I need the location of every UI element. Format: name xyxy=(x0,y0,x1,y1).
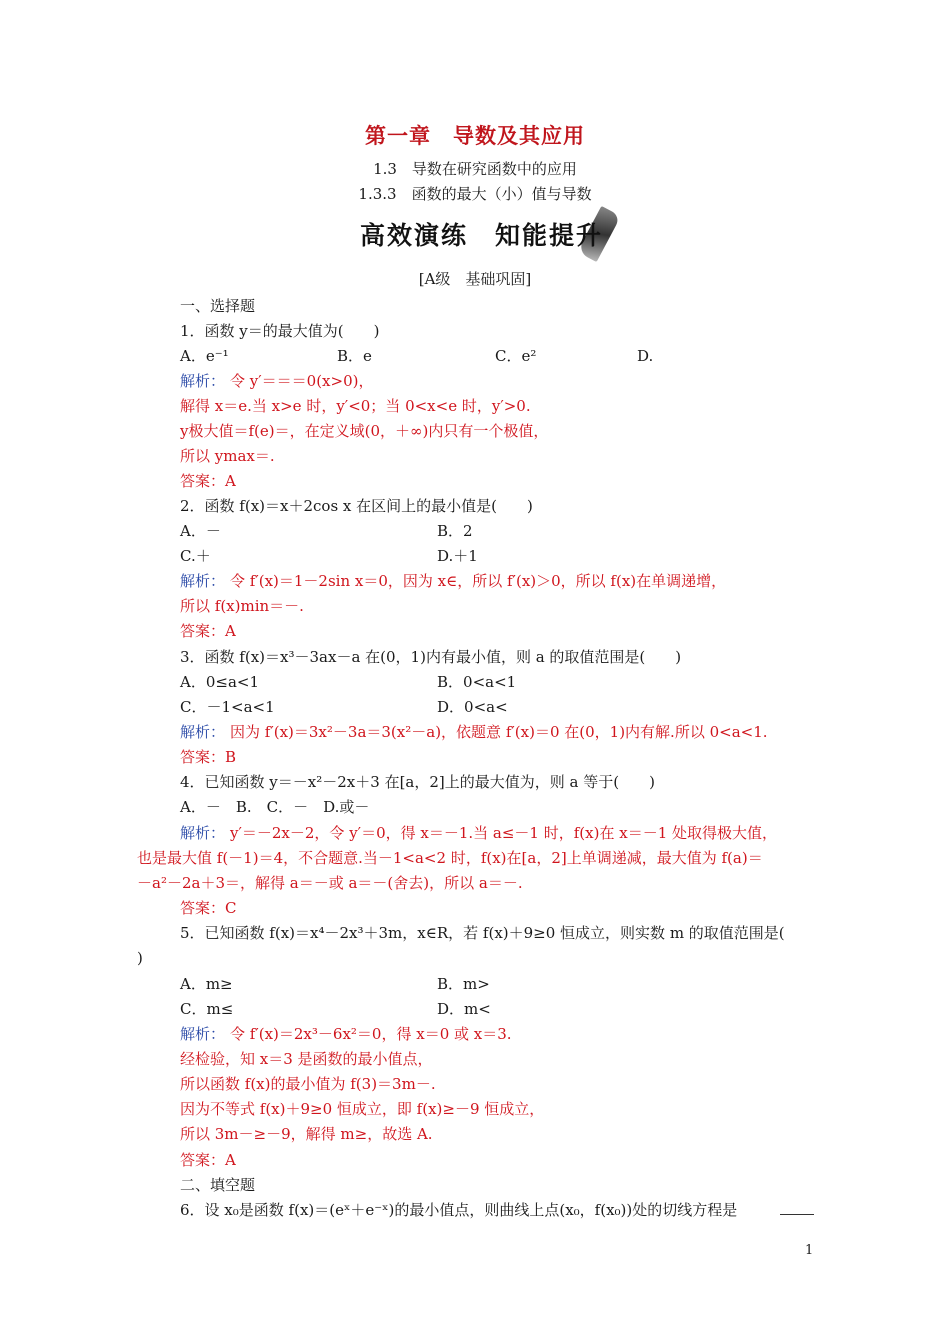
text-line: D．m< xyxy=(437,1000,491,1018)
text-line: 所以 f(x)min＝－. xyxy=(180,597,304,615)
text-line: C.＋ xyxy=(180,547,211,565)
text-line: －a²－2a＋3＝，解得 a＝－或 a＝－(舍去)，所以 a＝－. xyxy=(137,874,523,892)
text-line: 二、填空题 xyxy=(180,1176,256,1194)
banner xyxy=(360,212,620,254)
text-line: B．m> xyxy=(437,975,490,993)
text-line: A．e⁻¹ xyxy=(180,347,229,365)
chapter-title: 第一章 导数及其应用 xyxy=(365,123,585,148)
text-line: D．0<a< xyxy=(437,698,508,716)
text-line: 答案：A xyxy=(180,1151,236,1169)
text-line: B．e xyxy=(337,347,372,365)
text-line: B．2 xyxy=(437,522,473,540)
text-line: 解析： xyxy=(180,372,226,390)
text-line: C．e² xyxy=(495,347,537,365)
text-line: 解析： xyxy=(180,1025,226,1043)
text-line: 一、选择题 xyxy=(180,297,256,315)
text-line: 解析： xyxy=(180,723,226,741)
text-line: A．－ B. C．－ D.或－ xyxy=(180,798,370,816)
text-line: 令 f′(x)＝1－2sin x＝0，因为 x∈，所以 f′(x)＞0，所以 f(x)在单调递增， xyxy=(230,572,727,590)
text-line: B．0<a<1 xyxy=(437,673,517,691)
text-line: ) xyxy=(137,949,143,967)
text-line: 答案：B xyxy=(180,748,237,766)
text-line: 所以函数 f(x)的最小值为 f(3)＝3m－. xyxy=(180,1075,436,1093)
banner-text: 高效演练 知能提升 xyxy=(360,221,604,250)
text-line: 因为不等式 f(x)＋9≥0 恒成立，即 f(x)≥－9 恒成立， xyxy=(180,1100,545,1118)
text-line: D. xyxy=(637,347,654,365)
text-line: 令 f′(x)＝2x³－6x²＝0，得 x＝0 或 x＝3. xyxy=(230,1025,512,1043)
text-line: 答案：C xyxy=(180,899,237,917)
text-line: 所以 ymax＝. xyxy=(180,447,275,465)
text-line: 解析： xyxy=(180,824,226,842)
page-number: 1 xyxy=(805,1243,814,1258)
text-line: A．0≤a<1 xyxy=(180,673,259,691)
text-line: 经检验，知 x＝3 是函数的最小值点， xyxy=(180,1050,433,1068)
text-line: 答案：A xyxy=(180,622,236,640)
text-line: 解析： xyxy=(180,572,226,590)
text-line: 因为 f′(x)＝3x²－3a＝3(x²－a)，依题意 f′(x)＝0 在(0，1)内有解.所以 0<a<1. xyxy=(230,723,768,741)
text-line: D.＋1 xyxy=(437,547,478,565)
text-line: 1．函数 y＝的最大值为( ) xyxy=(180,322,380,340)
answer-blank xyxy=(780,1200,814,1220)
text-line: 也是最大值 f(－1)＝4，不合题意.当－1<a<2 时，f(x)在[a，2]上单调递减，最大值为 f(a)＝ xyxy=(137,849,763,867)
text-line: 答案：A xyxy=(180,472,236,490)
text-line: A．－ xyxy=(180,522,221,540)
text-line: y′＝－2x－2，令 y′＝0，得 x＝－1.当 a≤－1 时，f(x)在 x＝－1 处取得极大值， xyxy=(230,824,778,842)
text-line: 3．函数 f(x)＝x³－3ax－a 在(0，1)内有最小值，则 a 的取值范围是( ) xyxy=(180,648,682,666)
text-line: 5．已知函数 f(x)＝x⁴－2x³＋3m，x∈R，若 f(x)＋9≥0 恒成立，则实数 m 的取值范围是( xyxy=(180,924,785,942)
text-line: A．m≥ xyxy=(180,975,233,993)
text-line: C．－1<a<1 xyxy=(180,698,275,716)
text-line: 令 y′＝＝＝0(x>0)， xyxy=(230,372,374,390)
section-title: 1.3 导数在研究函数中的应用 xyxy=(373,160,577,178)
text-line: 解得 x＝e.当 x>e 时，y′<0；当 0<x<e 时，y′>0. xyxy=(180,397,531,415)
level-label: [A级 基础巩固] xyxy=(418,270,532,288)
text-line: 4．已知函数 y＝－x²－2x＋3 在[a，2]上的最大值为，则 a 等于( ) xyxy=(180,773,655,791)
text-line: y极大值＝f(e)＝，在定义域(0，＋∞)内只有一个极值， xyxy=(180,422,549,440)
text-line: 所以 3m－≥－9，解得 m≥，故选 A. xyxy=(180,1125,433,1143)
text-line: 2．函数 f(x)＝x＋2cos x 在区间上的最小值是( ) xyxy=(180,497,533,515)
text-line: 6．设 x₀是函数 f(x)＝(eˣ＋e⁻ˣ)的最小值点，则曲线上点(x₀，f(x₀))处的切线方程是 xyxy=(180,1201,738,1219)
subsection-title: 1.3.3 函数的最大（小）值与导数 xyxy=(358,185,592,203)
text-line: C．m≤ xyxy=(180,1000,234,1018)
